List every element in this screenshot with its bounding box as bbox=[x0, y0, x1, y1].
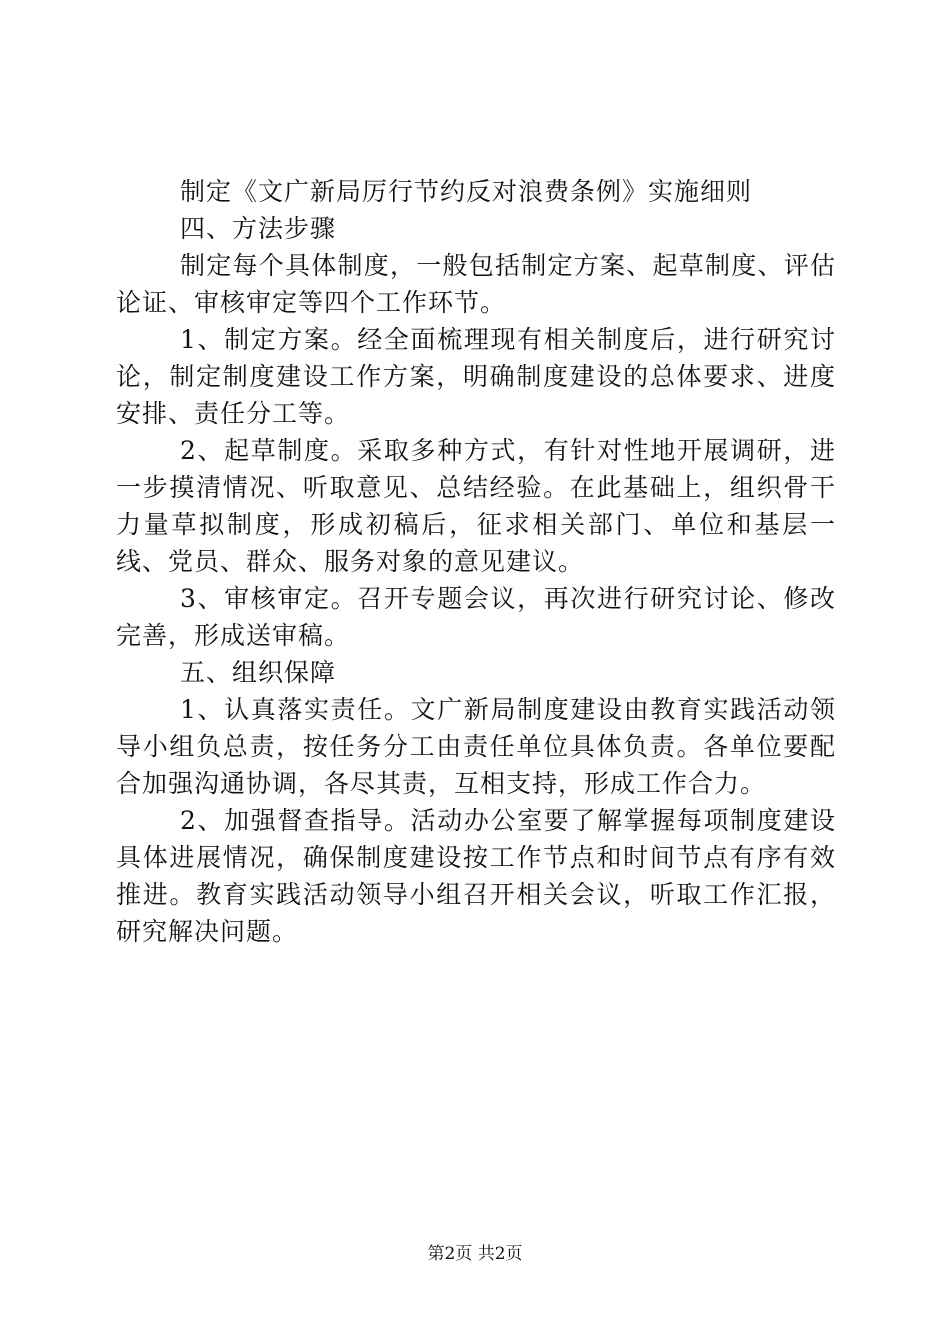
section-heading-methods: 四、方法步骤 bbox=[180, 214, 337, 243]
document-body bbox=[116, 173, 836, 950]
paragraph-methods-intro: 制定每个具体制度，一般包括制定方案、起草制度、评估论证、审核审定等四个工作环节。 bbox=[116, 251, 836, 317]
paragraph-step-2: 2、起草制度。采取多种方式，有针对性地开展调研，进一步摸清情况、听取意见、总结经验。在此基础上，组织骨干力量草拟制度，形成初稿后，征求相关部门、单位和基层一线、党员、群众、服务对象的意见建议。 bbox=[116, 436, 836, 576]
paragraph-heading-regulation: 制定《文广新局厉行节约反对浪费条例》实施细则 bbox=[180, 177, 753, 206]
paragraph-step-3: 3、审核审定。召开专题会议，再次进行研究讨论、修改完善，形成送审稿。 bbox=[116, 584, 836, 650]
section-heading-organization: 五、组织保障 bbox=[180, 658, 337, 687]
paragraph-step-1: 1、制定方案。经全面梳理现有相关制度后，进行研究讨论，制定制度建设工作方案，明确制度建设的总体要求、进度安排、责任分工等。 bbox=[116, 325, 836, 428]
paragraph-guarantee-2: 2、加强督查指导。活动办公室要了解掌握每项制度建设具体进展情况，确保制度建设按工作节点和时间节点有序有效推进。教育实践活动领导小组召开相关会议，听取工作汇报，研究解决问题。 bbox=[116, 806, 836, 946]
page-number-footer: 第2页 共2页 bbox=[427, 1244, 523, 1264]
paragraph-guarantee-1: 1、认真落实责任。文广新局制度建设由教育实践活动领导小组负总责，按任务分工由责任单位具体负责。各单位要配合加强沟通协调，各尽其责，互相支持，形成工作合力。 bbox=[116, 695, 836, 798]
